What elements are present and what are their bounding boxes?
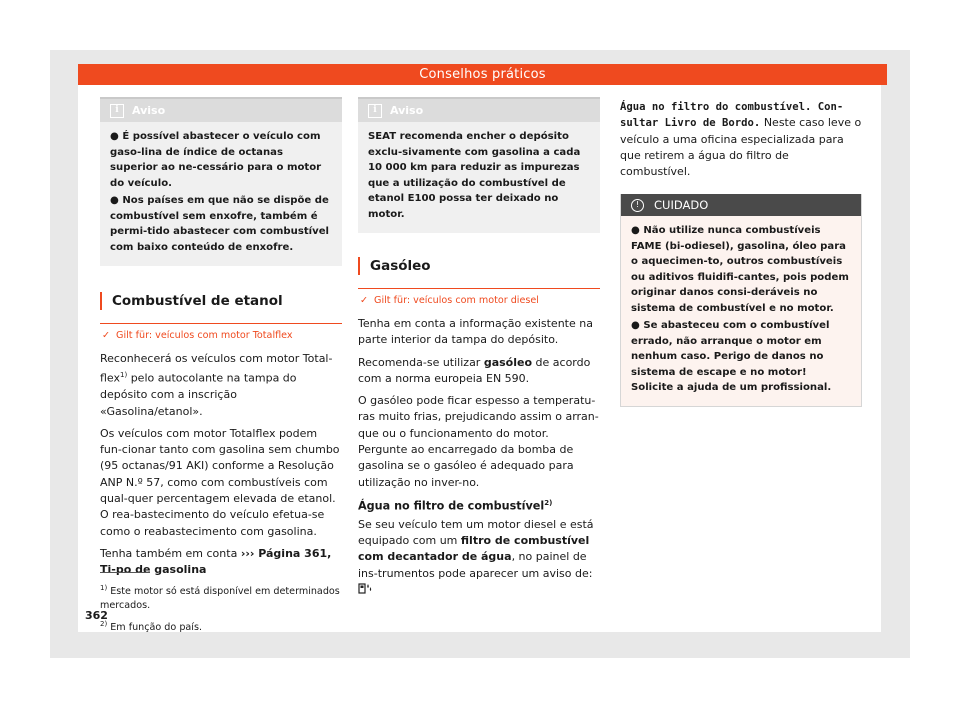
section-title: Gasóleo	[358, 257, 600, 275]
paragraph	[358, 355, 600, 388]
page-number: 362	[85, 609, 108, 622]
text: Água no filtro de combustível	[358, 499, 545, 513]
info-icon: i	[110, 104, 124, 118]
text: Reconhecerá os veículos com motor Total-flex	[100, 352, 333, 385]
footnote-mark: 1)	[100, 584, 108, 592]
column-3	[620, 97, 862, 407]
column-1	[100, 97, 342, 585]
fuel-water-warning-icon	[358, 582, 372, 599]
notice-box	[100, 97, 342, 266]
notice-label: Aviso	[132, 104, 166, 117]
notice-label: Aviso	[390, 104, 424, 117]
footnote-text: Este motor só está disponível em determinados mercados.	[100, 586, 340, 612]
paragraph: Tenha em conta a informação existente na parte interior da tampa do depósito.	[358, 317, 593, 347]
text: Tenha também em conta	[100, 546, 241, 560]
display-message: Água no filtro do combustível. Con-sultar Livro de Bordo.	[620, 101, 844, 130]
check-icon: ✓	[360, 295, 369, 306]
notice-bullet: ● Nos países em que não se dispõe de combustível sem enxofre, também é permi-tido abastecer com combustível com baixo conteúdo de enxofre.	[110, 195, 329, 253]
text: , no painel de ins-trumentos pode aparecer um aviso de:	[358, 550, 593, 580]
notice-body	[358, 122, 600, 233]
footnote	[100, 617, 342, 635]
text: Se seu veículo tem um motor diesel e está equipado com um	[358, 517, 594, 547]
paragraph: Os veículos com motor Totalflex podem fun-cionar tanto com gasolina sem chumbo (95 octanas/91 AKI) conforme a Resolução ANP N.º 57, como com combustíveis com qual-quer percentagem elevada de etanol. O rea-bastecimento do veículo efetua-se como o reabastecimento com gasolina.	[100, 426, 340, 538]
column-2	[358, 97, 600, 605]
applies-to	[358, 295, 600, 306]
notice-bullet: ● É possível abastecer o veículo com gaso-lina de índice de octanas superior ao ne-cessário para o motor do veículo.	[110, 131, 322, 189]
footnote-mark: 2)	[100, 620, 108, 629]
text: Recomenda-se utilizar	[358, 355, 484, 369]
applies-text: Gilt für: veículos com motor Totalflex	[116, 330, 293, 341]
paragraph	[100, 351, 342, 420]
caution-bullet: ● Se abasteceu com o combustível errado, não arranque o motor em nenhum caso. Perigo de danos no sistema de escape e no motor! Solicite a ajuda de um profissional.	[631, 320, 832, 394]
applies-text: Gilt für: veículos com motor diesel	[374, 295, 539, 306]
caution-bullet: ● Não utilize nunca combustíveis FAME (bi-odiesel), gasolina, óleo para o aquecimen-to, outros combustíveis ou aditivos fluidifi-cantes, pois podem originar danos consi-deráveis no sistema de combustível e no motor.	[631, 225, 849, 314]
section-header	[358, 257, 600, 289]
notice-header	[100, 99, 342, 122]
paragraph	[620, 99, 862, 180]
applies-to	[100, 330, 342, 341]
footnotes	[100, 572, 342, 639]
exclamation-circle-icon: !	[631, 199, 644, 212]
notice-box	[358, 97, 600, 233]
footnote-ref[interactable]: 1)	[120, 371, 128, 380]
check-icon: ✓	[102, 330, 111, 341]
notice-text: SEAT recomenda encher o depósito exclu-sivamente com gasolina a cada 10 000 km para reduzir as impurezas que a utilização do combustível de etanol E100 possa ter deixado no motor.	[368, 131, 581, 220]
subheading	[358, 499, 600, 513]
footnote-ref[interactable]: 2)	[544, 498, 553, 507]
manual-page	[78, 67, 881, 634]
caution-label: CUIDADO	[654, 198, 709, 213]
cross-reference-link[interactable]: ››› Página 361, Ti-po de gasolina	[100, 546, 332, 577]
text: pelo autocolante na tampa do depósito com a inscrição «Gasolina/etanol».	[100, 371, 297, 418]
footnote	[100, 581, 342, 613]
footnote-divider	[100, 572, 150, 573]
caution-header	[621, 194, 861, 216]
section-header	[100, 292, 342, 324]
caution-box	[620, 194, 862, 407]
page-header: Conselhos práticos	[78, 64, 887, 85]
paragraph: O gasóleo pode ficar espesso a temperatu-ras muito frias, prejudicando assim o arran-que ou o funcionamento do motor. Pergunte ao encarregado da bomba de gasolina se o gasóleo é adequado para utilização no inver-no.	[358, 394, 599, 489]
text: de acordo com a norma europeia EN 590.	[358, 355, 591, 385]
bold-term: filtro de combustível com decantador de água	[358, 534, 590, 564]
caution-body	[621, 216, 861, 406]
notice-header	[358, 99, 600, 122]
footnote-text: Em função do país.	[107, 622, 202, 634]
bold-term: gasóleo	[483, 355, 533, 369]
page-background	[50, 50, 910, 658]
notice-body	[100, 122, 342, 266]
paragraph	[358, 517, 600, 599]
text: Neste caso leve o veículo a uma oficina especializada para que retirem a água do filtro de combustível.	[620, 116, 862, 179]
info-icon: i	[368, 104, 382, 118]
section-title: Combustível de etanol	[100, 292, 342, 310]
